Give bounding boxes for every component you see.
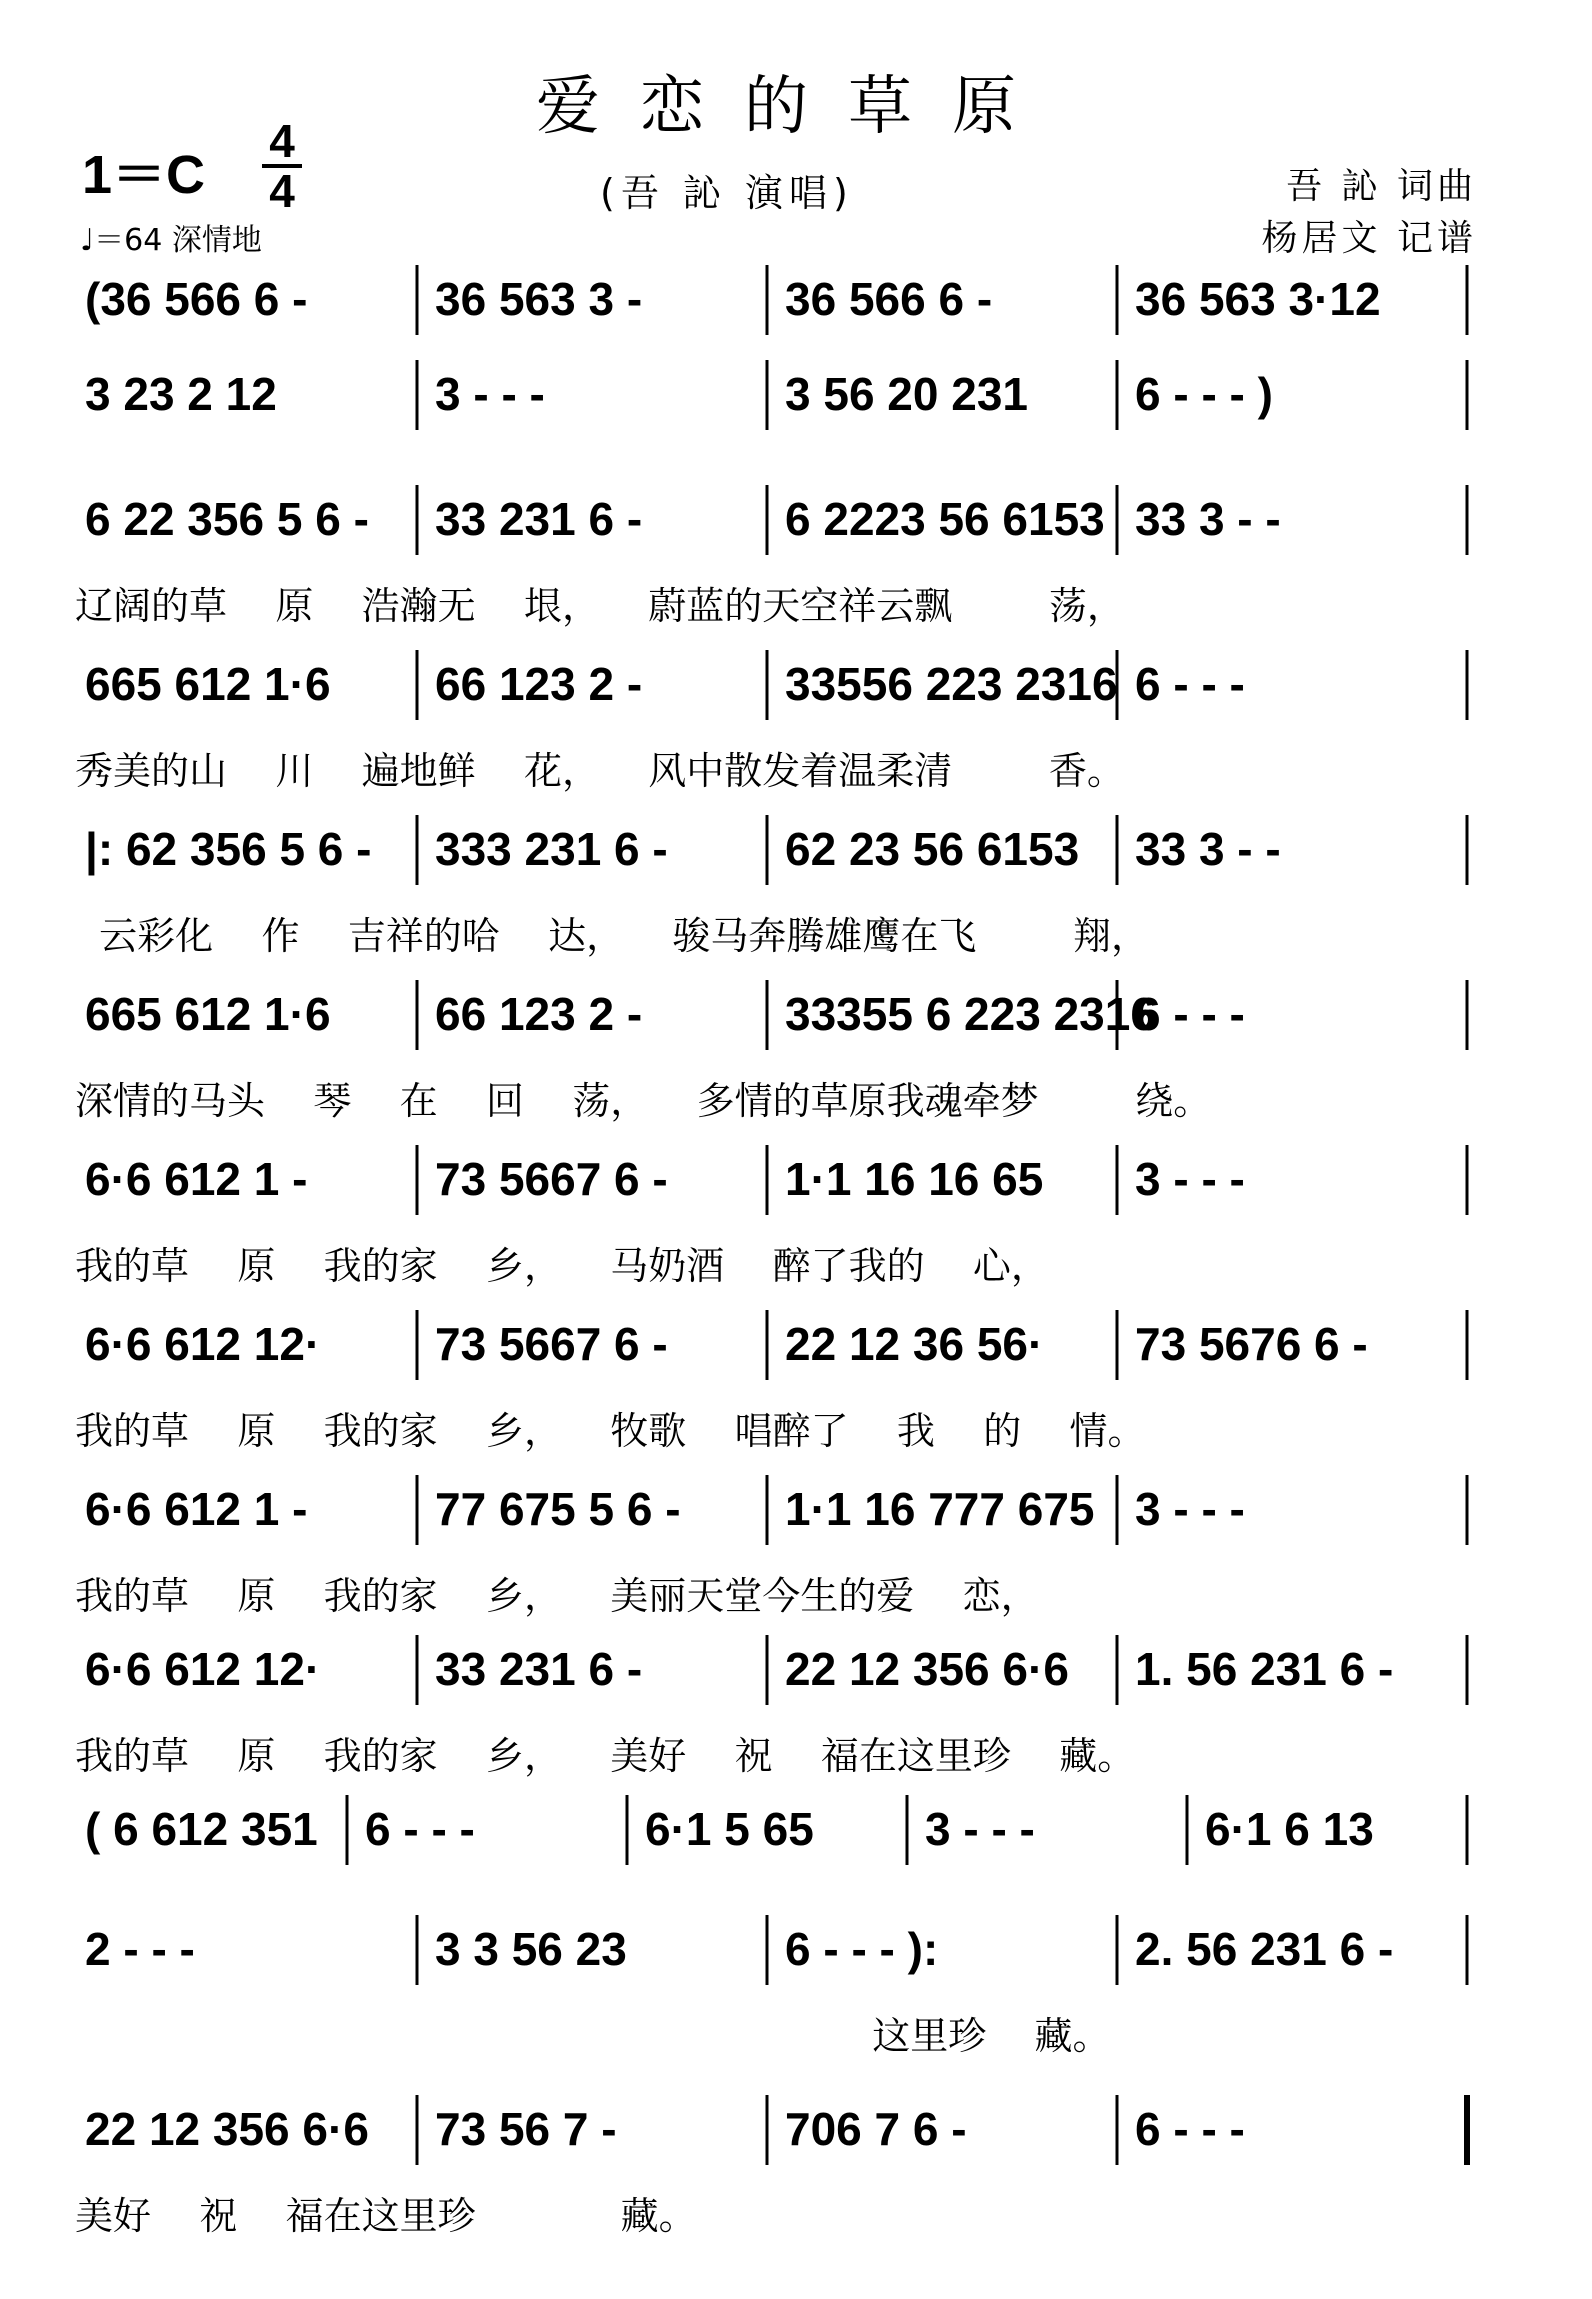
key-signature: 1＝C [82,145,206,205]
measure: 3 3 56 23 [435,1923,627,1975]
time-top: 4 [269,115,295,167]
notation-row [75,820,1475,890]
measure: |: 62 356 5 6 - [85,823,372,875]
notation-svg [75,2100,1475,2190]
notation-row [75,655,1475,725]
notation-row [75,1480,1475,1550]
measure: ( 6 612 351 [85,1803,318,1855]
notation-svg [75,655,1475,745]
measure: 66 123 2 - [435,988,643,1040]
measure: 73 5667 6 - [435,1318,668,1370]
notation-svg [75,490,1475,580]
measure: 6·6 612 12· [85,1643,321,1695]
measure: 3 - - - [925,1803,1035,1855]
measure: 665 612 1·6 [85,658,331,710]
measure: 6 2223 56 6153 [785,493,1105,545]
measure: 33 231 6 - [435,1643,643,1695]
lyrics-row: 辽阔的草 原 浩瀚无 垠， 蔚蓝的天空祥云飘 荡， [75,584,1125,628]
lyrics-row: 云彩化 作 吉祥的哈 达， 骏马奔腾雄鹰在飞 翔， [75,914,1150,958]
notation-svg [75,1315,1475,1405]
measure: 6 - - - [365,1803,475,1855]
measure: 706 7 6 - [785,2103,967,2155]
tempo-marking: ♩＝64 深情地 [80,223,262,258]
measure: 6 - - - [1135,2103,1245,2155]
song-title: 爱恋的草原 [536,70,1056,144]
notation-svg [75,985,1475,1075]
measure: 333 231 6 - [435,823,668,875]
measure: 6·6 612 1 - [85,1483,308,1535]
measure: 73 5667 6 - [435,1153,668,1205]
measure: 62 23 56 6153 [785,823,1080,875]
measure: 36 563 3 - [435,273,643,325]
notation-svg [75,1480,1475,1570]
measure: 1. 56 231 6 - [1135,1643,1394,1695]
notation-svg [75,1920,1475,2010]
measure: 1·1 16 777 675 [785,1483,1095,1535]
measure: 36 563 3·12 [1135,273,1381,325]
measure: 36 566 6 - [785,273,993,325]
notation-svg [75,1150,1475,1240]
notation-row [75,2100,1475,2170]
measure: 6·1 5 65 [645,1803,814,1855]
notation-row [75,1150,1475,1220]
measure: 33 3 - - [1135,823,1281,875]
lyrics-row: 我的草 原 我的家 乡， 美丽天堂今生的爱 恋， [75,1574,1039,1618]
measure: 6 - - - ) [1135,368,1273,420]
transcriber-credit: 杨居文 记谱 [1261,218,1477,259]
measure: 66 123 2 - [435,658,643,710]
time-signature [262,115,302,217]
measure: 3 - - - [1135,1153,1245,1205]
notation-row [75,985,1475,1055]
notation-row [75,1920,1475,1990]
measure: 33556 223 2316 [785,658,1118,710]
lyrics-row: 美好 祝 福在这里珍 藏。 [75,2194,697,2238]
measure: 2 - - - [85,1923,195,1975]
notation-svg [75,270,1475,360]
notation-row [75,365,1475,435]
measure: 6·1 6 13 [1205,1803,1374,1855]
measure: 73 56 7 - [435,2103,617,2155]
measure: 665 612 1·6 [85,988,331,1040]
measure: 3 23 2 12 [85,368,277,420]
notation-svg [75,820,1475,910]
measure: 33 3 - - [1135,493,1281,545]
measure: 6 - - - [1135,988,1245,1040]
notation-svg [75,1800,1475,1890]
notation-row [75,1640,1475,1710]
lyrics-row: 深情的马头 琴 在 回 荡， 多情的草原我魂牵梦 绕。 [75,1079,1212,1123]
measure: 3 - - - [1135,1483,1245,1535]
measure: 33 231 6 - [435,493,643,545]
notation-row [75,270,1475,340]
measure: 77 675 5 6 - [435,1483,681,1535]
notation-row [75,1800,1475,1870]
measure: 6 22 356 5 6 - [85,493,369,545]
measure: 6·6 612 1 - [85,1153,308,1205]
singer-note: (吾 訫 演唱) [600,171,854,215]
measure: 33355 6 223 2316 [785,988,1156,1040]
measure: (36 566 6 - [85,273,308,325]
lyrics-row: 这里珍 藏。 [75,2014,1111,2058]
lyrics-row: 我的草 原 我的家 乡， 美好 祝 福在这里珍 藏。 [75,1734,1136,1778]
measure: 73 5676 6 - [1135,1318,1368,1370]
lyrics-music-credit: 吾 訫 词曲 [1286,166,1477,207]
notation-svg [75,1640,1475,1730]
measure: 6 - - - [1135,658,1245,710]
measure: 22 12 356 6·6 [785,1643,1069,1695]
notation-row [75,1315,1475,1385]
time-bottom: 4 [262,164,302,214]
measure: 6 - - - ): [785,1923,939,1975]
measure: 1·1 16 16 65 [785,1153,1044,1205]
lyrics-row: 秀美的山 川 遍地鲜 花， 风中散发着温柔清 香。 [75,749,1125,793]
measure: 3 - - - [435,368,545,420]
notation-svg [75,365,1475,455]
lyrics-row: 我的草 原 我的家 乡， 牧歌 唱醉了 我 的 情。 [75,1409,1146,1453]
measure: 3 56 20 231 [785,368,1029,420]
measure: 2. 56 231 6 - [1135,1923,1394,1975]
measure: 22 12 356 6·6 [85,2103,369,2155]
measure: 22 12 36 56· [785,1318,1044,1370]
lyrics-row: 我的草 原 我的家 乡， 马奶酒 醉了我的 心， [75,1244,1049,1288]
notation-row [75,490,1475,560]
measure: 6·6 612 12· [85,1318,321,1370]
